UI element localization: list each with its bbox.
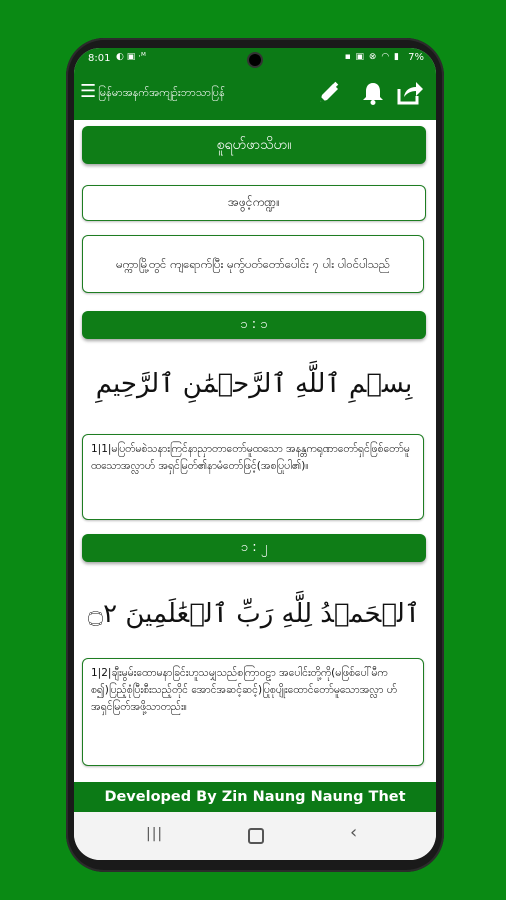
verse-translation: 1|1|မပြတ်မစဲသနားကြင်နာညှာတာတော်မူထသော အနန္တကရုဏာတော်ရှင်ဖြစ်တော်မူထသောအလ္လာဟ် အရှင်မြတ်၏နာမံတော်ဖြင့်(အစပြုပါ၏)။ [82,434,424,520]
app-bar [74,70,436,120]
developer-credit: Developed By Zin Naung Naung Thet [74,782,436,812]
back-icon[interactable]: ‹ [350,822,358,843]
pen-icon[interactable] [316,80,342,110]
status-notification-icons: ◐ ▣ ·ᴹ [116,52,146,62]
front-camera [249,54,261,66]
bell-icon[interactable] [360,80,386,110]
surah-title: စူရဟ်ဖာသိဟ။ [82,126,426,164]
arabic-verse: ٱلۡحَمۡدُ لِلَّهِ رَبِّ ٱلۡعَٰلَمِينَ ۝٢ [87,599,421,629]
status-time: 8:01 [88,53,111,64]
intro-box: အဖွင့်ကဏ္ဍ။ [82,185,426,221]
menu-icon[interactable]: ☰ [80,81,97,102]
home-icon[interactable] [248,828,264,844]
content-area[interactable] [74,120,436,782]
share-icon[interactable] [396,80,424,110]
verse-number-bar: ၁ : ၂ [82,534,426,562]
screen [74,48,436,860]
status-system-icons: ▪ ▣ ⊗ ◠ ▮ [344,52,400,62]
app-title: မြန်မာအနက်အကျဉ်းဘာသာပြန် [98,86,225,99]
arabic-verse: بِسۡمِ ٱللَّهِ ٱلرَّحۡمَٰنِ ٱلرَّحِيمِ [95,369,413,399]
status-bar [74,48,436,70]
revelation-box: မက္ကာမြို့တွင် ကျရောက်ပြီး မုကွ်ပတ်တော်ပေါင်း ၇ ပါး ပါဝင်ပါသည် [82,235,424,293]
nav-bar [74,812,436,860]
verse-number-bar: ၁ : ၁ [82,311,426,339]
recent-apps-icon[interactable]: ||| [146,826,164,842]
battery-level: 7% [408,52,424,63]
verse-translation: 1|2|ချီးမွမ်းထောမနာခြင်းဟူသမျှသည်စကြာဝဠာ အပေါင်းတို့ကို(မဖြစ်ပေါ်မီကစ၍)ပြည့်စုံပြီးစီးသည့်တိုင် အောင်အဆင့်ဆင့်)ပြုစုပျိုးထောင်တော်မူသောအလ္လာ ဟ်အရှင်မြတ်အဖို့သာတည်း။ [82,658,424,766]
